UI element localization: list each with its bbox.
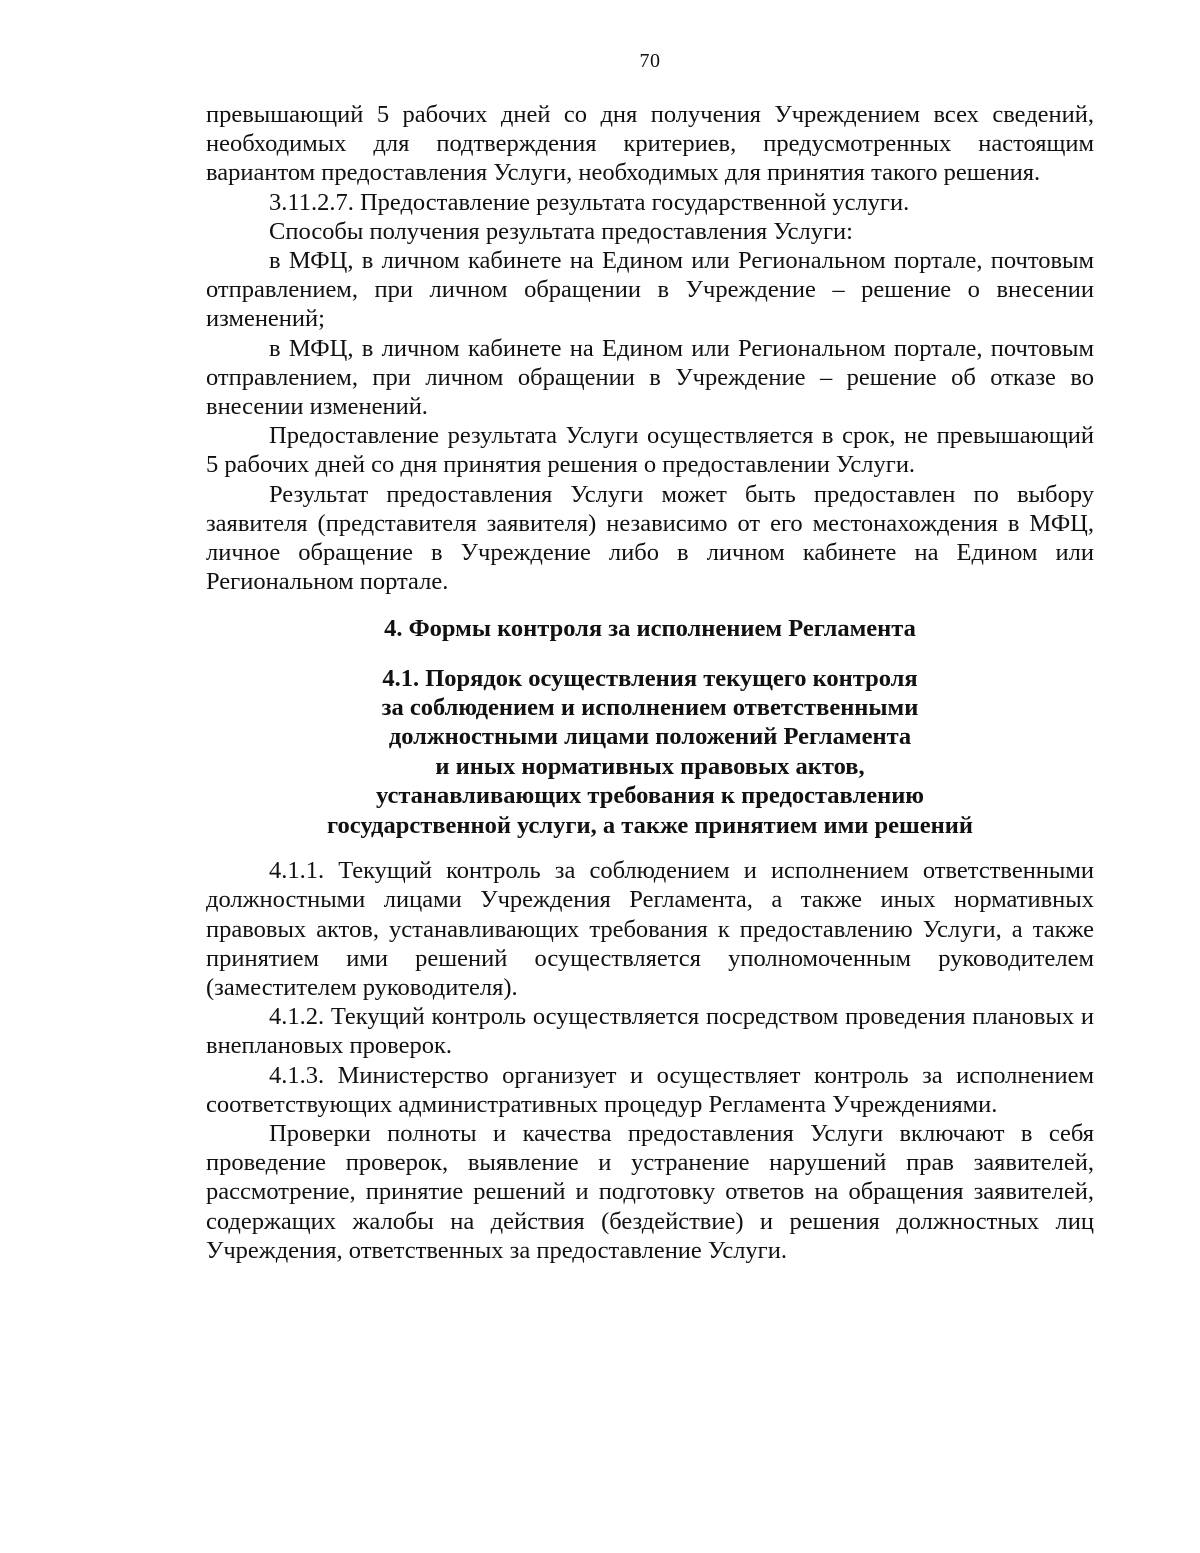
subsection-title-line: за соблюдением и исполнением ответственными xyxy=(381,694,919,722)
paragraph: Проверки полноты и качества предоставления Услуги включают в себя проведение проверок, выявление и устранение нарушений прав заявителей, рассмотрение, принятие решений и подготовку ответов на обращения заявителей, содержащих жалобы на действия (бездействие) и решения должностных лиц Учреждения, ответственных за предоставление Услуги. xyxy=(206,1119,1094,1264)
paragraph: 3.11.2.7. Предоставление результата государственной услуги. xyxy=(269,188,910,216)
subsection-title xyxy=(206,664,1094,840)
page-number: 70 xyxy=(639,50,661,72)
paragraph: 4.1.1. Текущий контроль за соблюдением и исполнением ответственными должностными лицами Учреждения Регламента, а также иных нормативных правовых актов, устанавливающих требования к предоставлению Услуги, а также принятием ими решений осуществляется уполномоченным руководителем (заместителем руководителя). xyxy=(206,857,1094,1001)
paragraph: 4.1.3. Министерство организует и осуществляет контроль за исполнением соответствующих административных процедур Регламента Учреждениями. xyxy=(206,1061,1094,1118)
document-body xyxy=(206,100,1094,1265)
subsection-title-line: устанавливающих требования к предоставлению xyxy=(375,782,925,810)
subsection-title-line: 4.1. Порядок осуществления текущего контроля xyxy=(382,664,918,692)
subsection-title-line: и иных нормативных правовых актов, xyxy=(435,752,865,780)
subsection-title-line: должностными лицами положений Регламента xyxy=(388,723,912,751)
subsection-title-line: государственной услуги, а также принятием ими решений xyxy=(327,811,973,839)
paragraph: Способы получения результата предоставления Услуги: xyxy=(269,217,853,245)
section-title: 4. Формы контроля за исполнением Регламента xyxy=(384,615,916,643)
paragraph: превышающий 5 рабочих дней со дня получения Учреждением всех сведений, необходимых для подтверждения критериев, предусмотренных настоящим вариантом предоставления Услуги, необходимых для принятия такого решения. xyxy=(206,101,1094,187)
paragraph: в МФЦ, в личном кабинете на Едином или Региональном портале, почтовым отправлением, при личном обращении в Учреждение – решение об отказе во внесении изменений. xyxy=(206,334,1094,421)
paragraph: Результат предоставления Услуги может быть предоставлен по выбору заявителя (представителя заявителя) независимо от его местонахождения в МФЦ, личное обращение в Учреждение либо в личном кабинете на Едином или Региональном портале. xyxy=(206,480,1094,596)
paragraph: в МФЦ, в личном кабинете на Едином или Региональном портале, почтовым отправлением, при личном обращении в Учреждение – решение о внесении изменений; xyxy=(206,247,1094,333)
paragraph: Предоставление результата Услуги осуществляется в срок, не превышающий 5 рабочих дней со дня принятия решения о предоставлении Услуги. xyxy=(206,422,1094,479)
paragraph: 4.1.2. Текущий контроль осуществляется посредством проведения плановых и внеплановых проверок. xyxy=(206,1003,1094,1060)
spacer xyxy=(206,840,1094,856)
